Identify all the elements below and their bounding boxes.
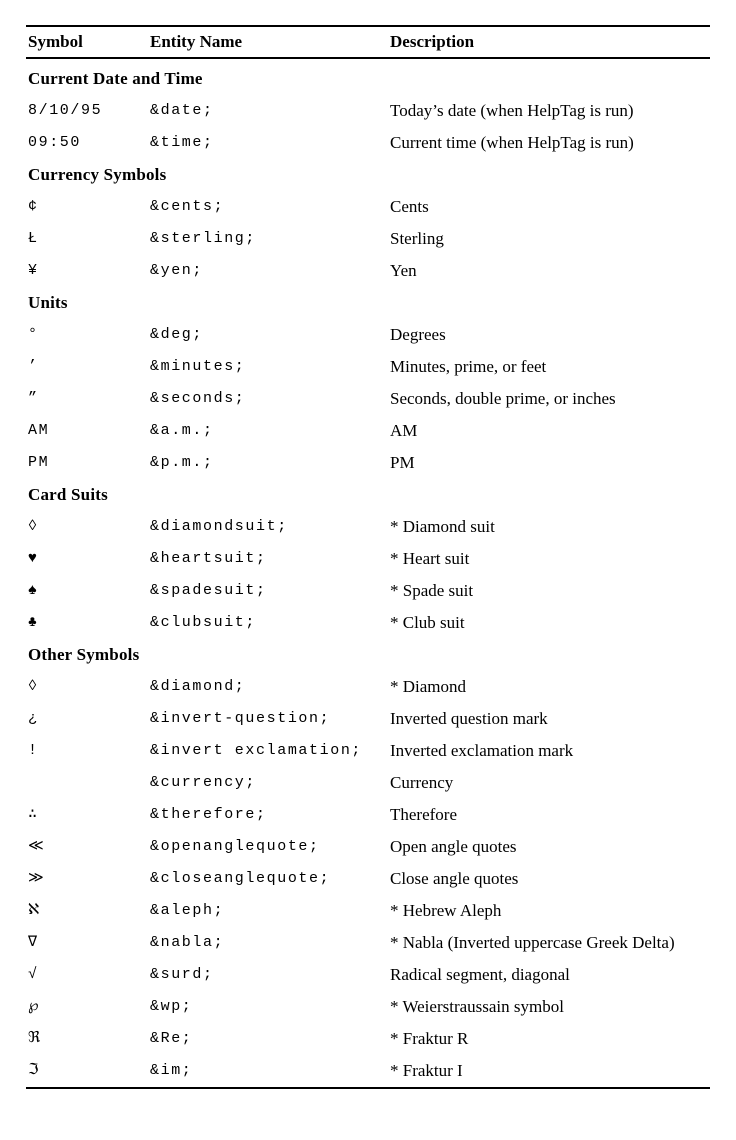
symbol-cell: ♣: [28, 614, 39, 631]
entity-name-cell: &deg;: [150, 326, 204, 343]
entity-name-cell: &p.m.;: [150, 454, 214, 471]
description-cell: Inverted exclamation mark: [390, 741, 574, 760]
description-cell: Seconds, double prime, or inches: [390, 389, 616, 408]
symbol-cell: 8/10/95: [28, 102, 103, 119]
section-heading: Currency Symbols: [28, 165, 167, 184]
description-cell: * Fraktur R: [390, 1029, 469, 1048]
table-row: [0, 575, 736, 607]
table-row: [0, 895, 736, 927]
table-header: [0, 27, 736, 57]
entity-name-cell: &surd;: [150, 966, 214, 983]
symbol-cell: ℘: [28, 998, 41, 1015]
entity-name-cell: &a.m.;: [150, 422, 214, 439]
description-cell: * Diamond: [390, 677, 467, 696]
entity-name-cell: &closeanglequote;: [150, 870, 331, 887]
description-cell: Close angle quotes: [390, 869, 519, 888]
symbol-cell: ¢: [28, 198, 39, 215]
symbol-cell: √: [28, 966, 39, 983]
section-heading: Units: [28, 293, 68, 312]
symbol-cell: ∴: [28, 806, 39, 823]
table-body: [0, 63, 736, 1087]
symbol-cell: ’: [28, 358, 39, 375]
entity-name-cell: &date;: [150, 102, 214, 119]
entity-name-cell: &im;: [150, 1062, 193, 1079]
description-cell: Therefore: [390, 805, 458, 824]
symbol-cell: °: [28, 326, 39, 343]
description-cell: Sterling: [390, 229, 444, 248]
table-row: [0, 927, 736, 959]
table-row: [0, 511, 736, 543]
entity-name-cell: &nabla;: [150, 934, 225, 951]
column-header-entity-name: Entity Name: [150, 32, 243, 51]
entity-name-cell: &heartsuit;: [150, 550, 267, 567]
symbol-cell: PM: [28, 454, 50, 471]
column-header-description: Description: [390, 32, 475, 51]
symbol-cell: ¥: [28, 262, 39, 279]
description-cell: * Club suit: [390, 613, 465, 632]
description-cell: * Hebrew Aleph: [390, 901, 502, 920]
symbol-cell: ℵ: [28, 902, 41, 919]
description-cell: PM: [390, 453, 415, 472]
symbol-cell: ”: [28, 390, 39, 407]
symbol-cell: ≫: [28, 870, 46, 887]
entity-name-cell: &aleph;: [150, 902, 225, 919]
table-row: [0, 383, 736, 415]
table-row: [0, 319, 736, 351]
symbol-cell: !: [28, 742, 39, 759]
entity-name-cell: &seconds;: [150, 390, 246, 407]
description-cell: Radical segment, diagonal: [390, 965, 570, 984]
symbol-cell: ◊: [28, 678, 39, 695]
table-row: [0, 191, 736, 223]
entity-name-cell: &invert exclamation;: [150, 742, 363, 759]
symbol-cell: ¿: [28, 710, 39, 727]
table-row: [0, 351, 736, 383]
entity-name-cell: &openanglequote;: [150, 838, 320, 855]
table-row: [0, 703, 736, 735]
symbol-cell: AM: [28, 422, 50, 439]
entity-name-cell: &clubsuit;: [150, 614, 257, 631]
entity-name-cell: &therefore;: [150, 806, 267, 823]
table-row: [0, 415, 736, 447]
symbol-cell: ♥: [28, 550, 39, 567]
entity-name-cell: &currency;: [150, 774, 257, 791]
section-heading: Other Symbols: [28, 645, 140, 664]
table-row: [0, 127, 736, 159]
table-row: [0, 223, 736, 255]
table-row: [0, 671, 736, 703]
description-cell: Yen: [390, 261, 417, 280]
table-row: [0, 735, 736, 767]
entity-name-cell: &yen;: [150, 262, 204, 279]
table-row: [0, 543, 736, 575]
description-cell: * Weierstraussain symbol: [390, 997, 564, 1016]
symbol-cell: 09:50: [28, 134, 82, 151]
description-cell: * Heart suit: [390, 549, 470, 568]
entity-name-cell: &cents;: [150, 198, 225, 215]
header-rule: [26, 57, 710, 59]
symbol-cell: ≪: [28, 838, 46, 855]
symbol-cell: ℑ: [28, 1062, 41, 1079]
table-row: [0, 863, 736, 895]
table-row: [0, 991, 736, 1023]
description-cell: * Spade suit: [390, 581, 474, 600]
description-cell: AM: [390, 421, 418, 440]
entity-name-cell: &invert-question;: [150, 710, 331, 727]
entity-name-cell: &sterling;: [150, 230, 257, 247]
table-row: [0, 95, 736, 127]
description-cell: Current time (when HelpTag is run): [390, 133, 634, 152]
table-row: [0, 1055, 736, 1087]
description-cell: Inverted question mark: [390, 709, 548, 728]
entity-name-cell: &minutes;: [150, 358, 246, 375]
entity-name-cell: &time;: [150, 134, 214, 151]
table-row: [0, 255, 736, 287]
table-row: [0, 959, 736, 991]
description-cell: Currency: [390, 773, 454, 792]
table-row: [0, 1023, 736, 1055]
bottom-rule: [26, 1087, 710, 1089]
symbol-cell: ∇: [28, 934, 39, 951]
table-row: [0, 607, 736, 639]
entity-name-cell: &diamond;: [150, 678, 246, 695]
entity-name-cell: &Re;: [150, 1030, 193, 1047]
symbol-cell: ♠: [28, 582, 39, 599]
table-row: [0, 447, 736, 479]
column-header-symbol: Symbol: [28, 32, 83, 51]
section-heading: Current Date and Time: [28, 69, 203, 88]
table-row: [0, 831, 736, 863]
description-cell: * Nabla (Inverted uppercase Greek Delta): [390, 933, 675, 952]
description-cell: Minutes, prime, or feet: [390, 357, 547, 376]
section-heading: Card Suits: [28, 485, 108, 504]
entity-name-cell: &spadesuit;: [150, 582, 267, 599]
description-cell: Cents: [390, 197, 429, 216]
table-row: [0, 799, 736, 831]
entity-name-cell: &diamondsuit;: [150, 518, 288, 535]
description-cell: Open angle quotes: [390, 837, 517, 856]
description-cell: Today’s date (when HelpTag is run): [390, 101, 634, 120]
description-cell: * Diamond suit: [390, 517, 495, 536]
table-row: [0, 767, 736, 799]
symbol-cell: ◊: [28, 518, 39, 535]
entity-name-cell: &wp;: [150, 998, 193, 1015]
description-cell: * Fraktur I: [390, 1061, 463, 1080]
symbol-cell: Ł: [28, 230, 39, 247]
description-cell: Degrees: [390, 325, 446, 344]
symbol-cell: ℜ: [28, 1030, 42, 1047]
